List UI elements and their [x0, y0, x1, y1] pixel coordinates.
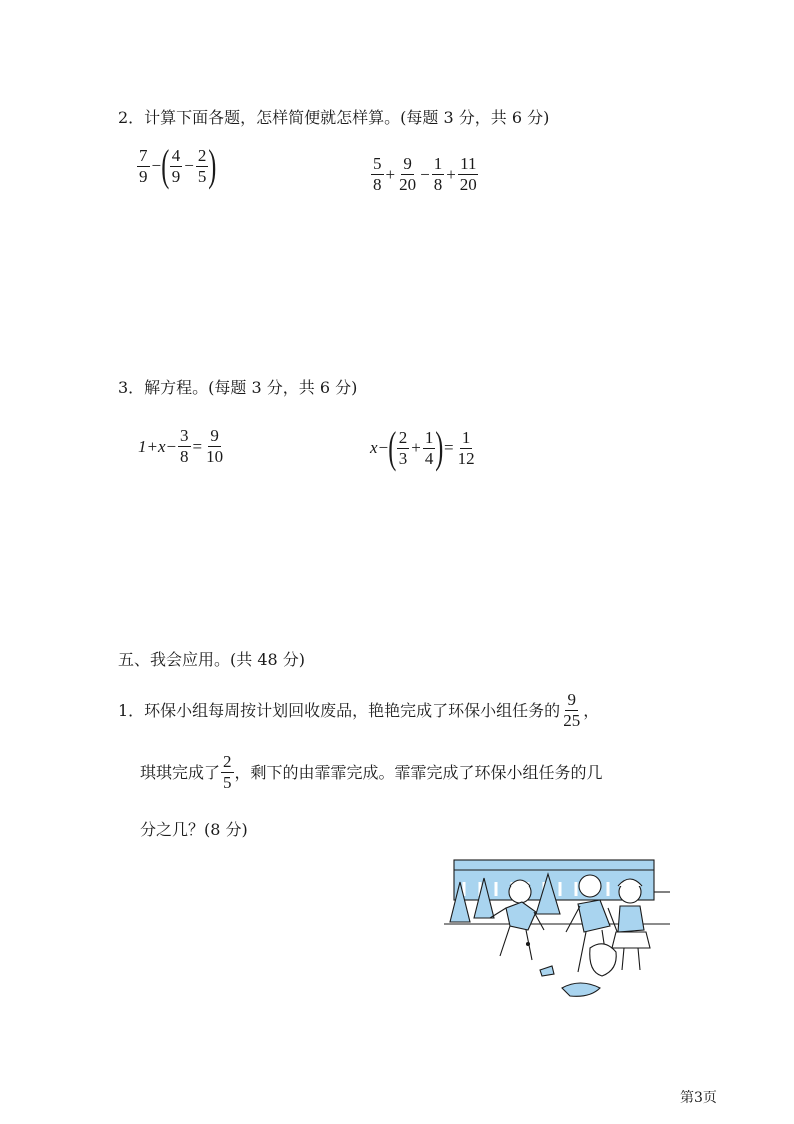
- problem1-line-1: 1．环保小组每周按计划回收废品，艳艳完成了环保小组任务的 $\frac{9}{25}$ ，: [118, 690, 600, 730]
- fraction: $\frac{1}{12}$: [457, 427, 475, 468]
- fraction: $\frac{2}{5}$: [197, 145, 207, 186]
- fraction: $\frac{2}{3}$: [398, 427, 408, 468]
- fraction: $\frac{1}{4}$: [424, 427, 434, 468]
- fraction: $\frac{5}{8}$: [373, 154, 382, 194]
- litter: [540, 966, 554, 976]
- q2-title: 2．计算下面各题，怎样简便就怎样算。(每题 3 分，共 6 分): [118, 108, 550, 127]
- fraction: $\frac{3}{8}$: [180, 426, 189, 466]
- recycling-bag: [590, 944, 616, 976]
- litter: [562, 983, 600, 996]
- fraction: $\frac{1}{8}$: [433, 154, 443, 194]
- kid-shirt: [578, 900, 610, 932]
- section5-title: 五、我会应用。(共 48 分): [118, 650, 306, 669]
- q2-expression-1: $\frac{7}{9}$ − ( $\frac{4}{9}$ − $\frac{2}{5}$ ): [139, 141, 217, 190]
- problem1-line-2: 琪琪完成了 $\frac{2}{5}$ ，剩下的由霏霏完成。霏霏完成了环保小组任务的几: [140, 752, 603, 792]
- fraction: $\frac{7}{9}$: [139, 145, 148, 186]
- q3-equation-1: 1+x− $\frac{3}{8}$ = $\frac{9}{10}$: [138, 426, 224, 466]
- q2-expression-2: $\frac{5}{8}$ + $\frac{9}{20}$ − $\frac{1}{8}$ + $\frac{11}{20}$: [373, 154, 477, 194]
- fraction: $\frac{9}{20}$: [399, 154, 417, 194]
- kid-shirt: [506, 902, 536, 930]
- q3-equation-2: x − ( $\frac{2}{3}$ + $\frac{1}{4}$ ) = $\frac{1}{12}$: [370, 423, 475, 472]
- fraction: $\frac{9}{10}$: [206, 426, 224, 466]
- page-number: 第3页: [680, 1090, 717, 1106]
- fraction: $\frac{4}{9}$: [171, 145, 181, 186]
- problem1-line-3: 分之几？(8 分): [140, 820, 248, 839]
- fraction: $\frac{9}{25}$: [563, 690, 581, 730]
- kid-head: [579, 875, 601, 897]
- recycling-kids-illustration: [440, 852, 672, 1004]
- q3-title: 3．解方程。(每题 3 分，共 6 分): [118, 378, 358, 397]
- kid-shirt: [618, 906, 644, 932]
- fraction: $\frac{2}{5}$: [223, 752, 232, 792]
- fraction: $\frac{11}{20}$: [459, 154, 477, 194]
